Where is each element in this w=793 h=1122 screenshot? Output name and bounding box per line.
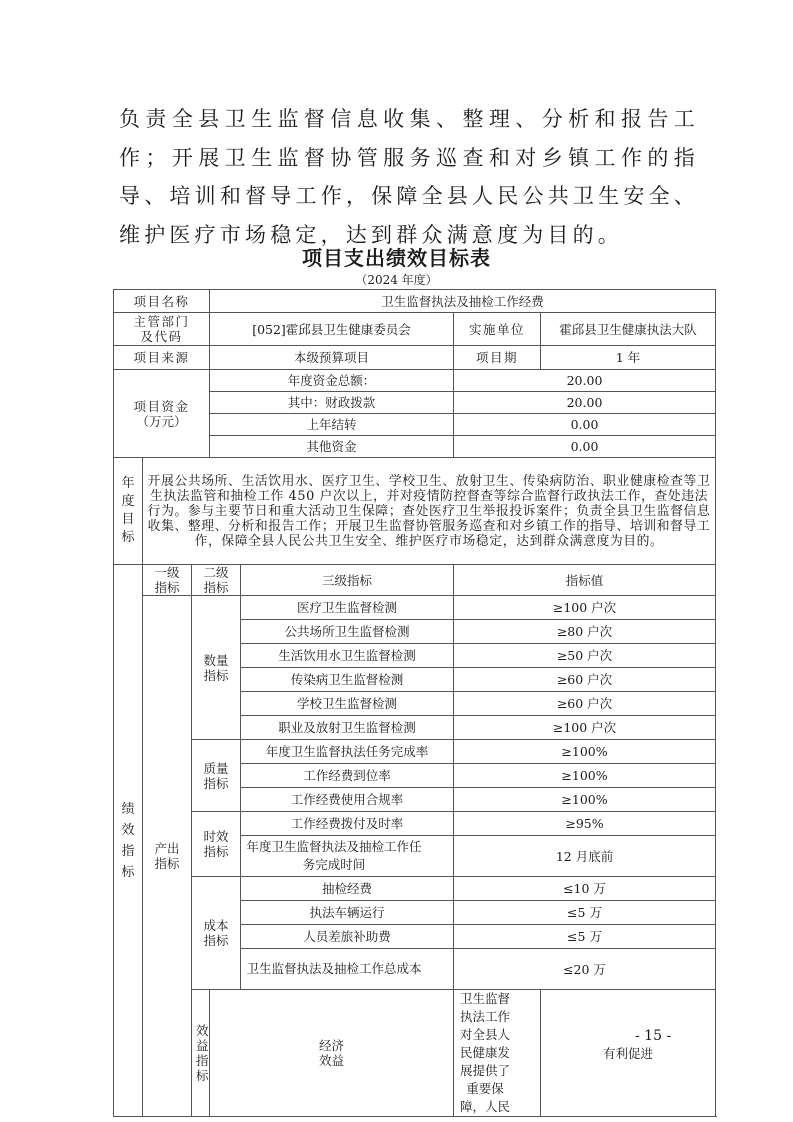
- indicator-name: 年度卫生监督执法及抽检工作任务完成时间: [241, 836, 454, 877]
- table-subtitle: （2024 年度）: [355, 273, 438, 287]
- quality-indicator-label: [192, 740, 241, 812]
- row-annual-goal: [114, 458, 716, 565]
- indicator-value: ≥50 户次: [454, 644, 716, 668]
- performance-target-table: [113, 289, 716, 1117]
- header-level3: 三级指标: [241, 565, 454, 596]
- indicator-value: ≥95%: [454, 812, 716, 836]
- indicator-value: ≥100 户次: [454, 716, 716, 740]
- indicator-name: 抽检经费: [241, 877, 454, 901]
- department-value: [052]霍邱县卫生健康委员会: [210, 313, 454, 346]
- indicator-name: 传染病卫生监督检测: [241, 668, 454, 692]
- indicator-row: [114, 596, 716, 620]
- annual-goal-label-text: 年度目标: [121, 476, 135, 545]
- indicator-name: 年度卫生监督执法任务完成率: [241, 740, 454, 764]
- row-source: [114, 346, 716, 370]
- performance-label: [114, 565, 143, 1117]
- quality-label-line2: 指标: [203, 775, 229, 791]
- project-name-label: 项目名称: [114, 290, 210, 313]
- cost-label-line2: 指标: [203, 933, 229, 948]
- quantity-label-line2: 指标: [203, 667, 229, 683]
- indicator-name: 生活饮用水卫生监督检测: [241, 644, 454, 668]
- annual-goal-text: 开展公共场所、生活饮用水、医疗卫生、学校卫生、放射卫生、传染病防治、职业健康检查等卫生执法监管和抽检工作 450 户次以上，并对疫情防控督查等综合监督行政执法工作，查处违法行为。参与主要节日和重大活动卫生保障；查处医疗卫生举报投诉案件；负责全县卫生监督信息收集、整理、分析和报告工作；开展卫生监督协管服务巡查和对乡镇工作的指导、培训和督导工作，保障全县人民公共卫生安全、维护医疗市场稳定，达到群众满意度为目的。: [143, 458, 716, 565]
- funds-row-value: 0.00: [454, 436, 716, 458]
- header-level1: [143, 565, 192, 596]
- quantity-indicator-label: [192, 596, 241, 740]
- indicator-name: 卫生监督执法及抽检工作总成本: [241, 949, 454, 990]
- indicator-value: ≥100%: [454, 764, 716, 788]
- output-label-line1: 产出: [154, 841, 180, 856]
- funds-label-line2: （万元）: [136, 413, 187, 429]
- quality-label-line1: 质量: [203, 760, 229, 776]
- benefit-label-line2: 指标: [196, 1053, 209, 1083]
- header-value: 指标值: [454, 565, 716, 596]
- timeliness-label-line1: 时效: [203, 829, 229, 844]
- department-label-line2: 及代码: [140, 329, 183, 344]
- indicator-value: ≥60 户次: [454, 668, 716, 692]
- funds-row-label: 其他资金: [210, 436, 454, 458]
- funds-row-value: 20.00: [454, 370, 716, 392]
- indicator-value: ≤5 万: [454, 901, 716, 925]
- row-project-name: [114, 290, 716, 313]
- indicator-name: 工作经费使用合规率: [241, 788, 454, 812]
- source-value: 本级预算项目: [210, 346, 454, 370]
- indicator-value: ≥80 户次: [454, 620, 716, 644]
- indicator-value: 12 月底前: [454, 836, 716, 877]
- header-level1-line1: 一级: [154, 565, 180, 580]
- funds-row-label: 上年结转: [210, 414, 454, 436]
- indicator-name: 人员差旅补助费: [241, 925, 454, 949]
- intro-paragraph: 负责全县卫生监督信息收集、整理、分析和报告工作；开展卫生监督协管服务巡查和对乡镇工作的指导、培训和督导工作，保障全县人民公共卫生安全、维护医疗市场稳定，达到群众满意度为目的。: [119, 107, 699, 247]
- funds-row-label: 年度资金总额：: [210, 370, 454, 392]
- economic-label-line2: 效益: [318, 1053, 344, 1068]
- economic-label-line1: 经济: [318, 1038, 344, 1053]
- period-label: 项目期: [454, 346, 541, 370]
- performance-label-text: 绩效指标: [121, 801, 135, 880]
- cost-label-line1: 成本: [203, 918, 229, 933]
- quantity-label-line1: 数量: [203, 652, 229, 668]
- impl-unit-label: 实施单位: [454, 313, 541, 346]
- header-level2-line1: 二级: [203, 565, 229, 580]
- project-name-value: 卫生监督执法及抽检工作经费: [210, 290, 716, 313]
- annual-goal-label: [114, 458, 143, 565]
- output-indicator-label: [143, 596, 192, 1117]
- benefit-indicator-label: [192, 990, 210, 1117]
- economic-benefit-label: [210, 990, 454, 1117]
- timeliness-indicator-label: [192, 812, 241, 877]
- indicator-value: ≤10 万: [454, 877, 716, 901]
- indicator-value: ≤5 万: [454, 925, 716, 949]
- department-label: [114, 313, 210, 346]
- funds-label-line1: 项目资金: [133, 398, 190, 414]
- cost-indicator-label: [192, 877, 241, 990]
- funds-row-value: 20.00: [454, 392, 716, 414]
- output-label-line2: 指标: [154, 856, 180, 871]
- indicator-row: [114, 990, 716, 1117]
- page-number: - 15 -: [635, 1028, 672, 1044]
- indicator-name: 医疗卫生监督检测: [241, 596, 454, 620]
- department-label-line1: 主管部门: [133, 314, 190, 329]
- indicator-value: ≥100 户次: [454, 596, 716, 620]
- header-level2: [192, 565, 241, 596]
- indicator-row: [114, 740, 716, 764]
- funds-row-label: 其中：财政拨款: [210, 392, 454, 414]
- period-value: 1 年: [541, 346, 716, 370]
- indicator-name: 公共场所卫生监督检测: [241, 620, 454, 644]
- impl-unit-value: 霍邱县卫生健康执法大队: [541, 313, 716, 346]
- indicator-name: 学校卫生监督检测: [241, 692, 454, 716]
- indicator-row: [114, 877, 716, 901]
- indicator-name: 工作经费拨付及时率: [241, 812, 454, 836]
- header-level1-line2: 指标: [154, 580, 180, 595]
- indicator-value: ≤20 万: [454, 949, 716, 990]
- header-level2-line2: 指标: [203, 580, 229, 595]
- table-title: 项目支出绩效目标表: [302, 246, 491, 270]
- indicator-name: 卫生监督执法工作对全县人民健康发展提供了重要保障，人民: [454, 990, 541, 1117]
- indicator-row: [114, 812, 716, 836]
- source-label: 项目来源: [114, 346, 210, 370]
- indicator-name: 职业及放射卫生监督检测: [241, 716, 454, 740]
- indicator-name: 执法车辆运行: [241, 901, 454, 925]
- indicator-value: 有利促进: [541, 990, 716, 1117]
- indicator-name: 工作经费到位率: [241, 764, 454, 788]
- benefit-label-line1: 效益: [196, 1023, 209, 1053]
- row-funds-total: [114, 370, 716, 392]
- indicator-value: ≥100%: [454, 740, 716, 764]
- funds-row-value: 0.00: [454, 414, 716, 436]
- row-department: [114, 313, 716, 346]
- indicator-value: ≥60 户次: [454, 692, 716, 716]
- timeliness-label-line2: 指标: [203, 844, 229, 859]
- row-performance-header: [114, 565, 716, 596]
- indicator-value: ≥100%: [454, 788, 716, 812]
- funds-label: [114, 370, 210, 458]
